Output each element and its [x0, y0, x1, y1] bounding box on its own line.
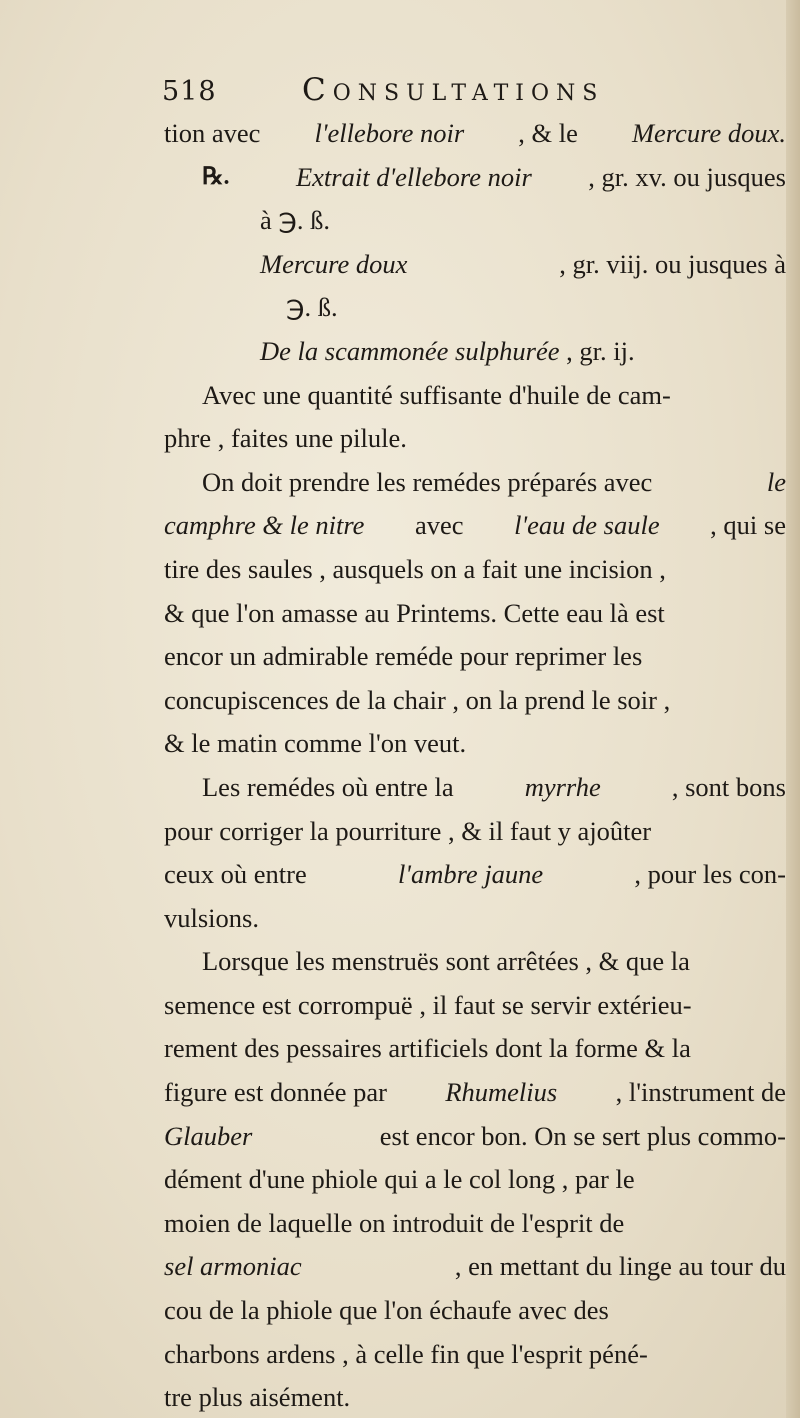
- text-run: vulsions.: [164, 902, 259, 933]
- text-line: [164, 1376, 786, 1418]
- text-run: tre plus aisément.: [164, 1382, 351, 1413]
- text-line: [164, 1027, 786, 1071]
- text-run: ℈. ß.: [286, 292, 338, 323]
- text-line: [164, 1245, 786, 1289]
- text-run: rement des pessaires artificiels dont la forme & la: [164, 1033, 691, 1064]
- text-run: phre , faites une pilule.: [164, 423, 407, 454]
- text-run: , & le: [518, 118, 578, 148]
- text-run: est encor bon. On se sert plus commo-: [379, 1120, 786, 1151]
- text-line: [164, 679, 786, 723]
- text-run: charbons ardens , à celle fin que l'esprit péné-: [164, 1338, 648, 1369]
- text-run: On doit prendre les remédes préparés avec: [202, 466, 653, 497]
- text-run: , qui se: [710, 510, 786, 541]
- running-head: Consultations: [302, 72, 605, 108]
- italic-term: Mercure doux.: [631, 118, 786, 148]
- text-run: à ℈. ß.: [260, 205, 331, 236]
- italic-term: Extrait d'ellebore noir: [295, 161, 532, 192]
- text-run: Avec une quantité suffisante d'huile de cam-: [202, 379, 671, 410]
- italic-term: l'ellebore noir: [314, 118, 465, 148]
- text-line: [164, 1071, 786, 1115]
- text-line: [164, 504, 786, 548]
- italic-term: l'eau de saule: [514, 510, 660, 541]
- text-run: dément d'une phiole qui a le col long , par le: [164, 1164, 635, 1195]
- text-line: [164, 417, 786, 461]
- body-text: [164, 112, 786, 1418]
- text-line: [164, 897, 786, 941]
- text-line: [164, 243, 786, 287]
- text-line: [164, 199, 786, 243]
- italic-term: Rhumelius: [445, 1077, 558, 1108]
- text-line: [164, 940, 786, 984]
- text-run: encor un admirable reméde pour reprimer les: [164, 641, 643, 672]
- italic-term: Glauber: [164, 1120, 253, 1151]
- text-line: [164, 548, 786, 592]
- text-line: [164, 1333, 786, 1377]
- text-run: Lorsque les menstruës sont arrêtées , & que la: [202, 946, 690, 977]
- text-run: ceux où entre: [164, 859, 307, 890]
- text-line: [164, 1202, 786, 1246]
- text-line: [164, 1158, 786, 1202]
- text-line: [164, 810, 786, 854]
- text-line: [164, 374, 786, 418]
- text-line: [164, 286, 786, 330]
- text-run: , sont bons: [671, 771, 786, 802]
- text-run: , l'instrument de: [615, 1077, 786, 1108]
- text-run: avec: [414, 510, 464, 541]
- text-line: [164, 635, 786, 679]
- recipe-symbol: ℞.: [202, 163, 230, 190]
- italic-term: Mercure doux: [260, 248, 408, 279]
- text-line: [164, 984, 786, 1028]
- text-run: figure est donnée par: [164, 1077, 387, 1108]
- text-run: Les remédes où entre la: [202, 771, 454, 802]
- text-run: pour corriger la pourriture , & il faut y ajoûter: [164, 815, 652, 846]
- italic-term: le: [766, 466, 786, 497]
- italic-term: l'ambre jaune: [397, 859, 544, 890]
- text-line: [164, 853, 786, 897]
- text-line: [164, 1289, 786, 1333]
- text-run: , en mettant du linge au tour du: [454, 1251, 786, 1282]
- text-line: [164, 156, 786, 200]
- text-run: , pour les con-: [634, 859, 786, 890]
- text-run: & le matin comme l'on veut.: [164, 728, 467, 759]
- italic-term: camphre & le nitre: [164, 510, 365, 541]
- text-line: [164, 766, 786, 810]
- text-line: [164, 112, 786, 156]
- text-run: , gr. ij.: [559, 335, 635, 366]
- page-number: 518: [162, 76, 217, 107]
- text-line: [164, 722, 786, 766]
- text-run: & que l'on amasse au Printems. Cette eau là est: [164, 597, 665, 628]
- text-run: tion avec: [164, 118, 261, 148]
- text-line: [164, 330, 786, 374]
- page-header: [162, 72, 662, 112]
- italic-term: De la scammonée sulphurée: [260, 335, 560, 366]
- text-run: semence est corrompuë , il faut se servir extérieu-: [164, 989, 692, 1020]
- text-run: concupiscences de la chair , on la prend le soir ,: [164, 684, 671, 715]
- text-run: tire des saules , ausquels on a fait une incision ,: [164, 553, 666, 584]
- text-line: [164, 592, 786, 636]
- text-run: cou de la phiole que l'on échaufe avec des: [164, 1295, 609, 1326]
- text-run: moien de laquelle on introduit de l'esprit de: [164, 1207, 625, 1238]
- text-run: , gr. xv. ou jusques: [588, 161, 786, 192]
- page-edge: [786, 0, 800, 1418]
- text-run: , gr. viij. ou jusques à: [559, 248, 786, 279]
- text-line: [164, 1115, 786, 1159]
- italic-term: sel armoniac: [164, 1251, 302, 1282]
- italic-term: myrrhe: [524, 771, 601, 802]
- text-line: [164, 461, 786, 505]
